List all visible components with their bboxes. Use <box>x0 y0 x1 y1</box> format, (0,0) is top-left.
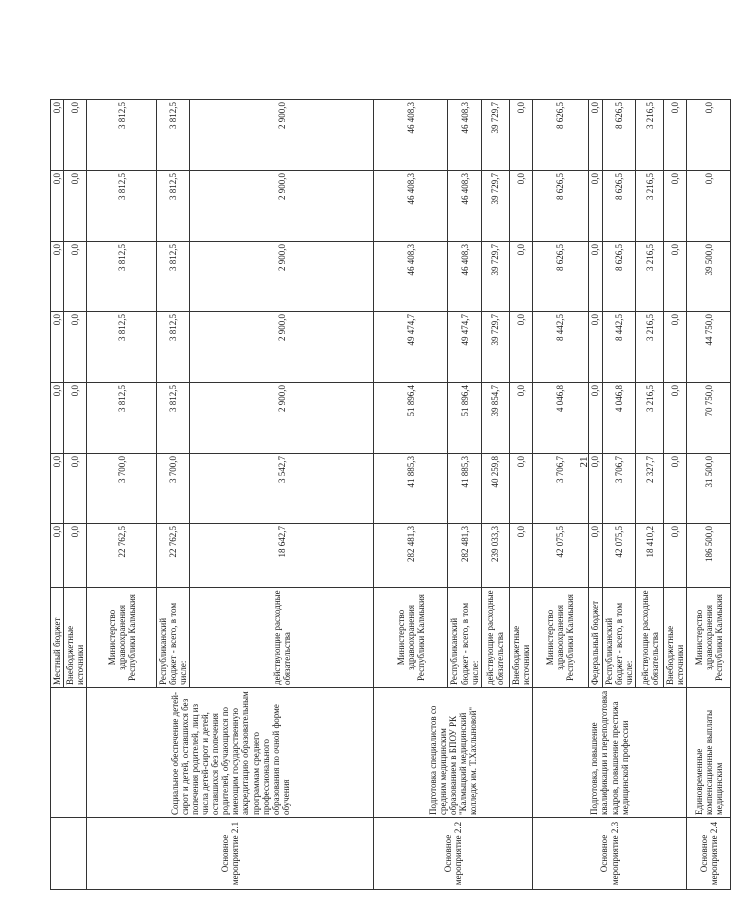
measure-code-cell <box>51 818 87 890</box>
value-cell: 44 750,0 <box>687 312 731 383</box>
value-cell: 186 500,0 <box>687 524 731 588</box>
value-cell: 3 216,5 <box>636 242 664 312</box>
value-cell: 3 812,5 <box>87 383 157 454</box>
value-cell: 3 812,5 <box>157 312 190 383</box>
value-cell: 282 481,3 <box>374 524 448 588</box>
table-row <box>374 30 448 890</box>
value-cell: 8 626,5 <box>602 171 635 242</box>
value-cell: 3 812,5 <box>87 242 157 312</box>
value-cell: 39 500,0 <box>687 242 731 312</box>
value-cell: 46 408,3 <box>448 100 481 171</box>
value-cell: 3 542,7 <box>190 454 374 524</box>
value-cell: 0,0 <box>588 171 602 242</box>
value-cell: 3 812,5 <box>157 242 190 312</box>
value-cell: 2 327,7 <box>636 454 664 524</box>
value-cell: 22 762,5 <box>87 524 157 588</box>
value-cell: 0,0 <box>509 312 532 383</box>
funding-source-cell: Республиканский бюджет - всего, в том числе: <box>602 588 635 688</box>
value-cell: 3 812,5 <box>87 100 157 171</box>
value-cell: 39 854,7 <box>481 383 509 454</box>
value-cell: 46 408,3 <box>448 171 481 242</box>
rotated-table-container <box>50 30 724 890</box>
value-cell: 3 216,5 <box>636 383 664 454</box>
funding-source-cell: Внебюджетные источники <box>664 588 687 688</box>
value-cell: 0,0 <box>509 171 532 242</box>
value-cell: 0,0 <box>664 242 687 312</box>
value-cell: 18 642,7 <box>190 524 374 588</box>
value-cell: 2 900,0 <box>190 312 374 383</box>
page-number: 21 <box>578 456 590 468</box>
table-row <box>687 30 731 890</box>
value-cell: 0,0 <box>664 524 687 588</box>
value-cell: 39 729,7 <box>481 171 509 242</box>
value-cell: 51 896,4 <box>374 383 448 454</box>
table-row <box>51 30 64 890</box>
funding-source-cell: Министерство здравоохранения Республики Калмыкия <box>374 588 448 688</box>
value-cell: 3 216,5 <box>636 100 664 171</box>
value-cell: 3 700,0 <box>157 454 190 524</box>
value-cell: 0,0 <box>588 100 602 171</box>
value-cell: 3 812,5 <box>87 171 157 242</box>
value-cell: 8 626,5 <box>532 171 588 242</box>
measure-name-cell: Единовременные компенсационные выплаты медицинским <box>687 688 731 818</box>
value-cell: 42 075,5 <box>602 524 635 588</box>
value-cell: 18 410,2 <box>636 524 664 588</box>
value-cell: 2 900,0 <box>190 100 374 171</box>
measure-code-cell: Основное мероприятие 2.1 <box>87 818 374 890</box>
value-cell: 0,0 <box>664 171 687 242</box>
value-cell: 4 046,8 <box>602 383 635 454</box>
value-cell: 0,0 <box>509 242 532 312</box>
funding-source-cell: действующие расходные обязательства <box>481 588 509 688</box>
value-cell: 3 706,7 <box>602 454 635 524</box>
value-cell: 0,0 <box>51 454 64 524</box>
value-cell: 0,0 <box>51 100 64 171</box>
value-cell: 46 408,3 <box>374 242 448 312</box>
value-cell: 0,0 <box>64 100 87 171</box>
measure-code-cell: Основное мероприятие 2.2 <box>374 818 532 890</box>
value-cell: 3 706,7 <box>532 454 588 524</box>
value-cell: 0,0 <box>588 454 602 524</box>
value-cell: 39 729,7 <box>481 100 509 171</box>
funding-source-cell: Внебюджетные источники <box>64 588 87 688</box>
value-cell: 0,0 <box>51 242 64 312</box>
funding-source-cell: Федеральный бюджет <box>588 588 602 688</box>
funding-source-cell: Внебюджетные источники <box>509 588 532 688</box>
value-cell: 0,0 <box>64 383 87 454</box>
value-cell: 8 626,5 <box>602 242 635 312</box>
value-cell: 0,0 <box>509 100 532 171</box>
value-cell: 0,0 <box>64 242 87 312</box>
value-cell: 8 626,5 <box>532 242 588 312</box>
funding-source-cell: действующие расходные обязательства <box>636 588 664 688</box>
funding-source-cell: Министерство здравоохранения Республики Калмыкия <box>532 588 588 688</box>
value-cell: 0,0 <box>51 171 64 242</box>
value-cell: 0,0 <box>588 242 602 312</box>
funding-source-cell: действующие расходные обязательства <box>190 588 374 688</box>
value-cell: 0,0 <box>51 312 64 383</box>
value-cell: 31 500,0 <box>687 454 731 524</box>
budget-table-body <box>51 30 731 890</box>
measure-name-cell: Подготовка, повышение квалификации и переподготовка кадров, повышение престижа медицинской профессии <box>532 688 686 818</box>
value-cell: 0,0 <box>588 312 602 383</box>
value-cell: 39 729,7 <box>481 312 509 383</box>
value-cell: 49 474,7 <box>448 312 481 383</box>
value-cell: 3 216,5 <box>636 171 664 242</box>
value-cell: 41 885,3 <box>374 454 448 524</box>
value-cell: 0,0 <box>664 100 687 171</box>
value-cell: 0,0 <box>64 171 87 242</box>
value-cell: 22 762,5 <box>157 524 190 588</box>
value-cell: 46 408,3 <box>448 242 481 312</box>
value-cell: 3 812,5 <box>87 312 157 383</box>
value-cell: 0,0 <box>51 383 64 454</box>
value-cell: 0,0 <box>588 383 602 454</box>
value-cell: 0,0 <box>509 383 532 454</box>
value-cell: 239 033,3 <box>481 524 509 588</box>
value-cell: 0,0 <box>664 454 687 524</box>
measure-code-cell: Основное мероприятие 2.3 <box>532 818 686 890</box>
value-cell: 46 408,3 <box>374 100 448 171</box>
measure-name-cell <box>51 688 87 818</box>
value-cell: 2 900,0 <box>190 242 374 312</box>
value-cell: 0,0 <box>64 524 87 588</box>
value-cell: 39 729,7 <box>481 242 509 312</box>
value-cell: 70 750,0 <box>687 383 731 454</box>
value-cell: 2 900,0 <box>190 383 374 454</box>
funding-source-cell: Министерство здравоохранения Республики Калмыкия <box>87 588 157 688</box>
value-cell: 8 442,5 <box>602 312 635 383</box>
value-cell: 3 812,5 <box>157 171 190 242</box>
value-cell: 49 474,7 <box>374 312 448 383</box>
value-cell: 0,0 <box>64 312 87 383</box>
value-cell: 0,0 <box>509 524 532 588</box>
funding-source-cell: Республиканский бюджет - всего, в том числе: <box>448 588 481 688</box>
budget-table <box>50 29 731 890</box>
value-cell: 46 408,3 <box>374 171 448 242</box>
measure-code-cell: Основное мероприятие 2.4 <box>687 818 731 890</box>
value-cell: 3 700,0 <box>87 454 157 524</box>
value-cell: 3 812,5 <box>157 100 190 171</box>
value-cell: 51 896,4 <box>448 383 481 454</box>
funding-source-cell: Министерство здравоохранения Республики Калмыкия <box>687 588 731 688</box>
value-cell: 0,0 <box>588 524 602 588</box>
value-cell: 8 442,5 <box>532 312 588 383</box>
funding-source-cell: Республиканский бюджет - всего, в том числе: <box>157 588 190 688</box>
value-cell: 0,0 <box>51 524 64 588</box>
value-cell: 0,0 <box>664 383 687 454</box>
value-cell: 0,0 <box>664 312 687 383</box>
value-cell: 2 900,0 <box>190 171 374 242</box>
value-cell: 40 259,8 <box>481 454 509 524</box>
value-cell: 4 046,8 <box>532 383 588 454</box>
value-cell: 282 481,3 <box>448 524 481 588</box>
value-cell: 41 885,3 <box>448 454 481 524</box>
table-row <box>87 30 157 890</box>
value-cell: 0,0 <box>687 100 731 171</box>
value-cell: 0,0 <box>64 454 87 524</box>
value-cell: 8 626,5 <box>532 100 588 171</box>
measure-name-cell: Подготовка специалистов со средним медицинским образованием в БПОУ РК "Калмыцкий медицинский колледж им. Т.Хахлыновой" <box>374 688 532 818</box>
value-cell: 8 626,5 <box>602 100 635 171</box>
value-cell: 3 216,5 <box>636 312 664 383</box>
funding-source-cell: Местный бюджет <box>51 588 64 688</box>
value-cell: 3 812,5 <box>157 383 190 454</box>
value-cell: 0,0 <box>509 454 532 524</box>
value-cell: 0,0 <box>687 171 731 242</box>
measure-name-cell: Социальное обеспечение детей-сирот и детей, оставшихся без попечения родителей, лиц из числа детей-сирот и детей, оставшихся без попечения родителей, обучающихся по имеющим государственную аккредитацию образовательным программам среднего профессионального образования по очной форме обучения <box>87 688 374 818</box>
value-cell: 42 075,5 <box>532 524 588 588</box>
